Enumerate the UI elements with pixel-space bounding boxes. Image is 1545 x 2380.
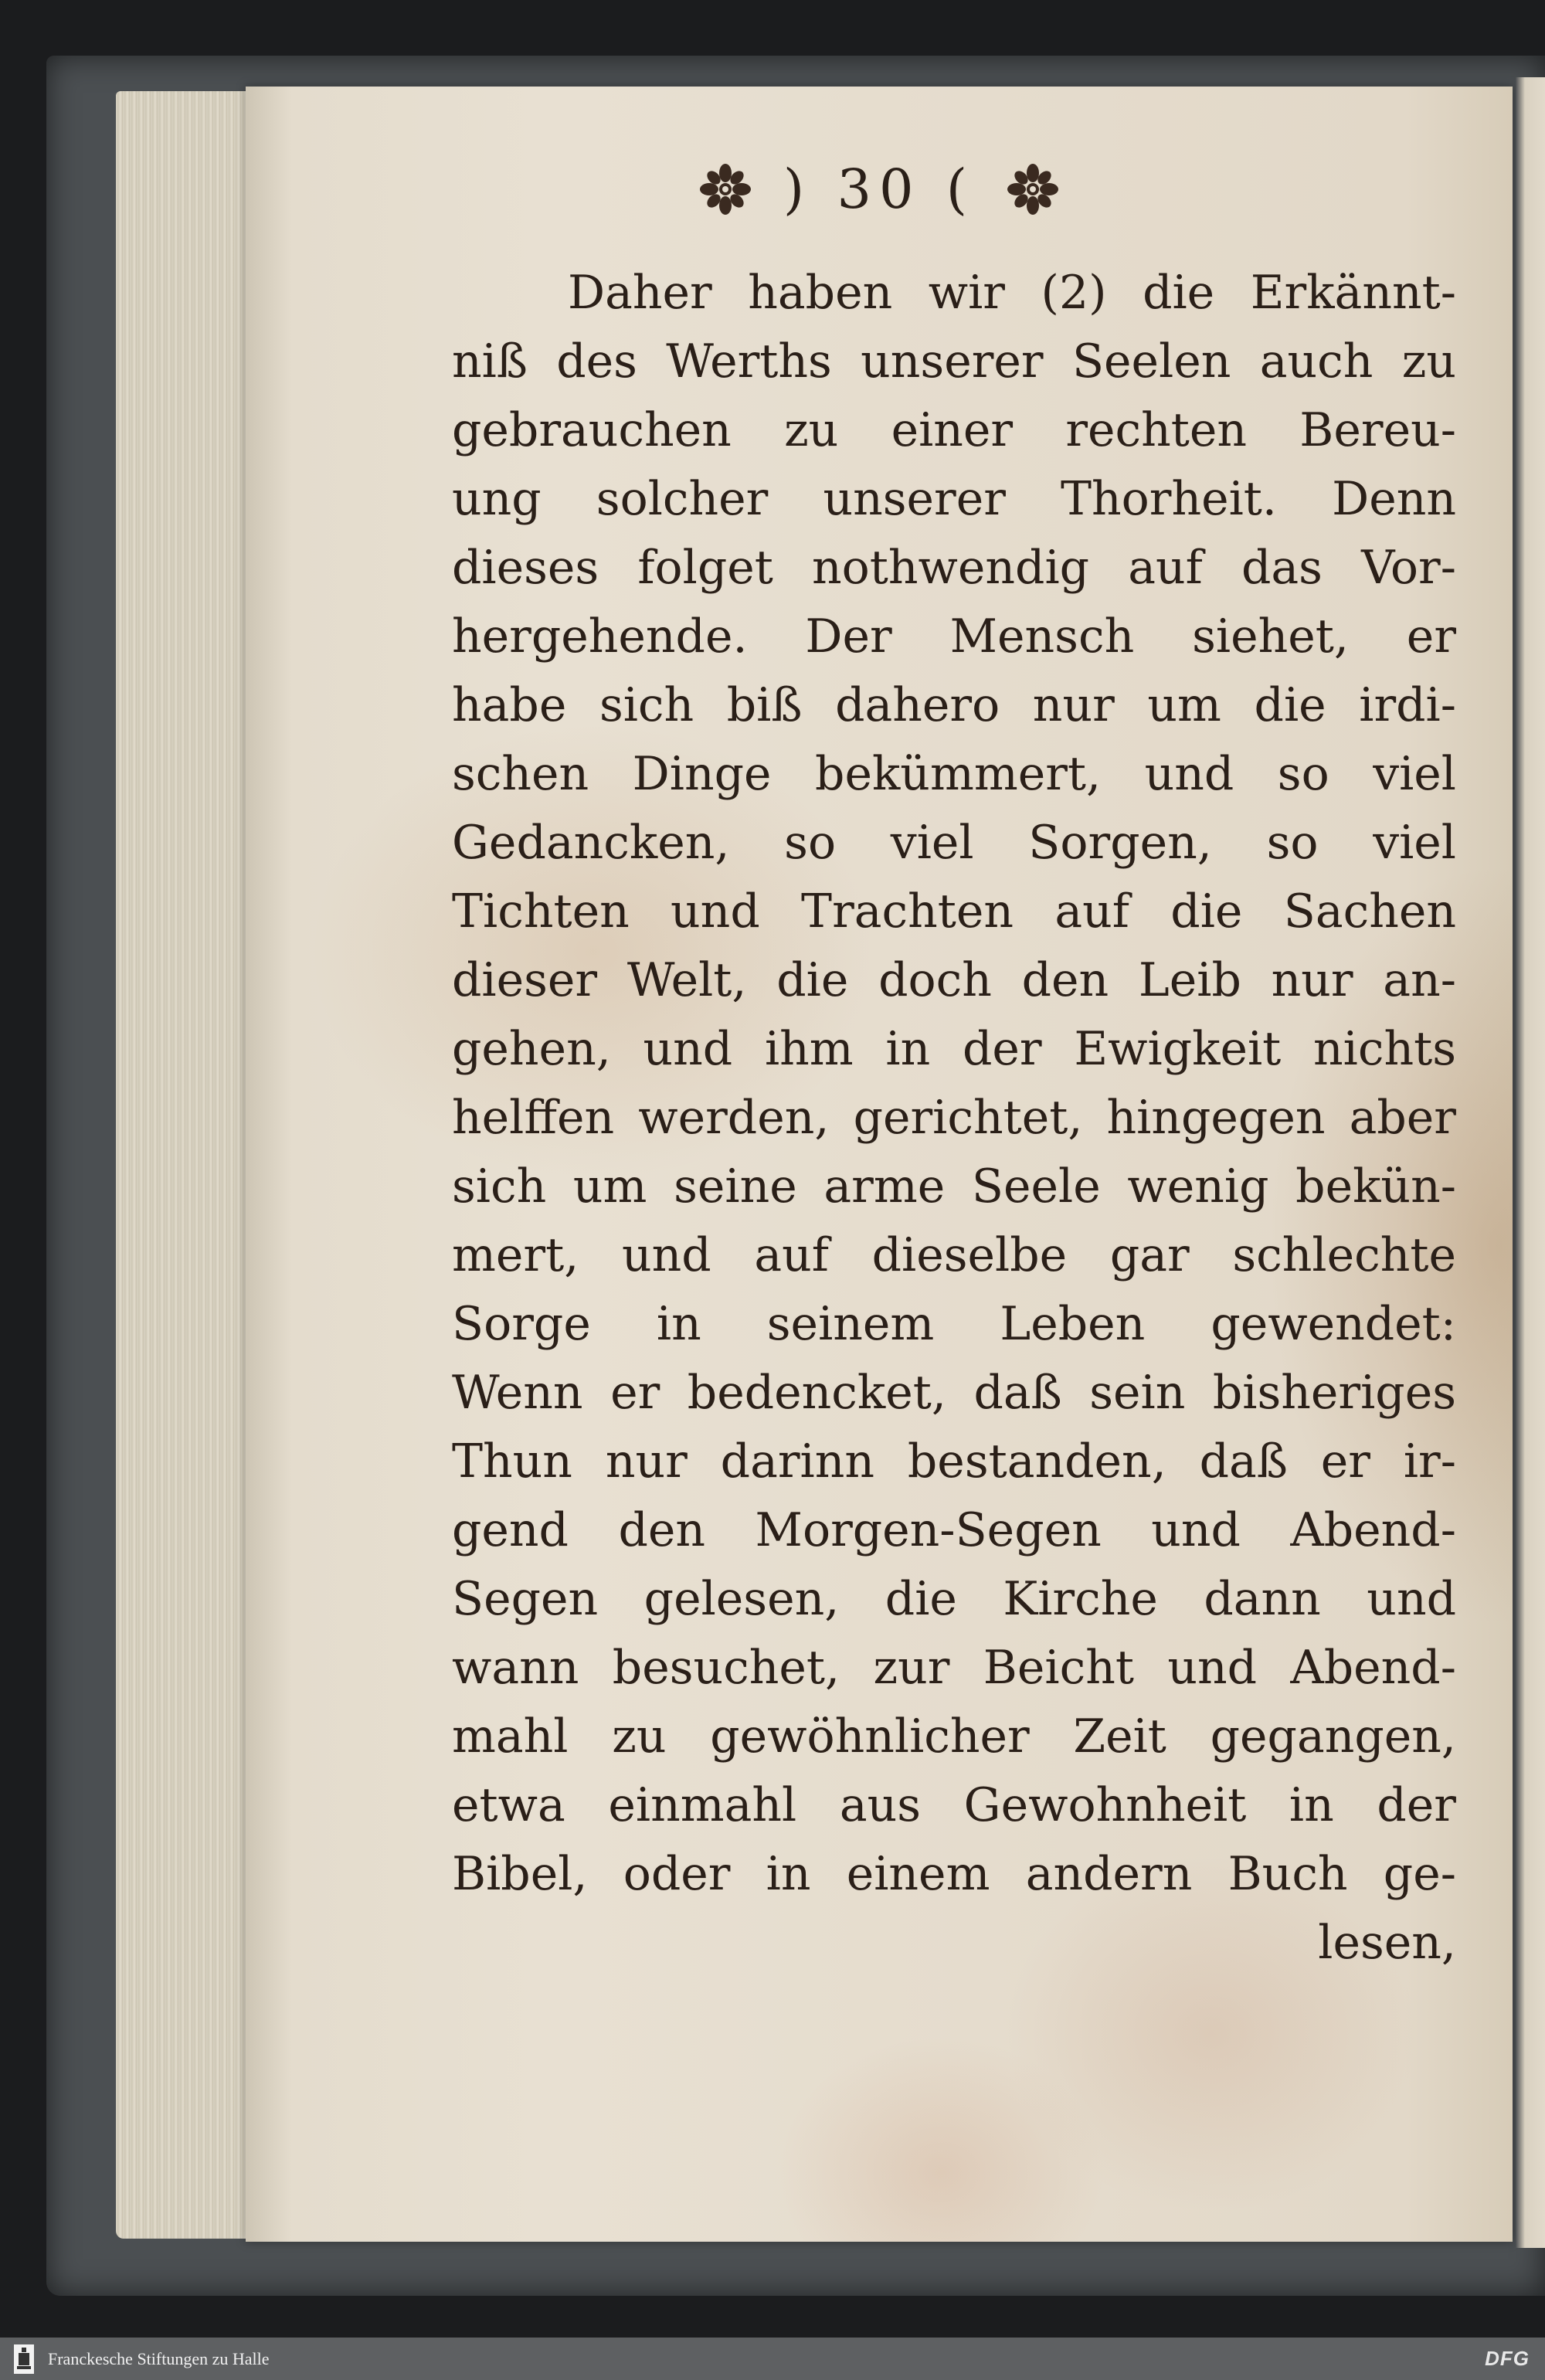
page-number: ) 30 (: [783, 158, 976, 221]
text-line: Sorge in seinem Leben gewendet:: [452, 1297, 1456, 1351]
text-line: sich um seine arme Seele wenig bekün-: [452, 1159, 1456, 1214]
catchword: lesen,: [1318, 1916, 1456, 1970]
footer-bar: [0, 2338, 1545, 2380]
funder-logo: DFG: [1485, 2347, 1530, 2370]
text-line: ung solcher unserer Thorheit. Denn: [452, 472, 1456, 526]
text-line: gehen, und ihm in der Ewigkeit nichts: [452, 1022, 1456, 1076]
text-line: Tichten und Trachten auf die Sachen: [452, 884, 1456, 939]
text-line: wann besuchet, zur Beicht und Abend-: [452, 1641, 1456, 1695]
text-line: hergehende. Der Mensch siehet, er: [452, 609, 1456, 664]
text-line: mert, und auf dieselbe gar schlechte: [452, 1228, 1456, 1282]
text-line: habe sich biß dahero nur um die irdi-: [452, 678, 1456, 732]
text-line: Segen gelesen, die Kirche dann und: [452, 1572, 1456, 1626]
text-line: gebrauchen zu einer rechten Bereu-: [452, 403, 1456, 457]
text-line: dieses folget nothwendig auf das Vor-: [452, 541, 1456, 595]
text-line: mahl zu gewöhnlicher Zeit gegangen,: [452, 1709, 1456, 1764]
text-line: Daher haben wir (2) die Erkännt-: [568, 266, 1456, 320]
institution-logo-icon: [14, 2344, 34, 2374]
page-header: [246, 151, 1513, 228]
text-line: Bibel, oder in einem andern Buch ge-: [452, 1847, 1456, 1901]
text-line: dieser Welt, die doch den Leib nur an-: [452, 953, 1456, 1007]
text-line: niß des Werths unserer Seelen auch zu: [452, 334, 1456, 389]
text-line: Wenn er bedencket, daß sein bisheriges: [452, 1366, 1456, 1420]
text-line: helffen werden, gerichtet, hingegen aber: [452, 1091, 1456, 1145]
text-line: Thun nur darinn bestanden, daß er ir-: [452, 1434, 1456, 1489]
flower-ornament-icon: [1006, 162, 1060, 216]
footer-institution: [0, 2344, 270, 2374]
flower-ornament-icon: [698, 162, 752, 216]
institution-name: Franckesche Stiftungen zu Halle: [48, 2348, 270, 2368]
text-line: schen Dinge bekümmert, und so viel: [452, 747, 1456, 801]
text-line: gend den Morgen-Segen und Abend-: [452, 1503, 1456, 1557]
next-page-edge: [1516, 77, 1545, 2248]
text-line: Gedancken, so viel Sorgen, so viel: [452, 816, 1456, 870]
body-text: [452, 259, 1456, 2035]
text-line: etwa einmahl aus Gewohnheit in der: [452, 1778, 1456, 1832]
